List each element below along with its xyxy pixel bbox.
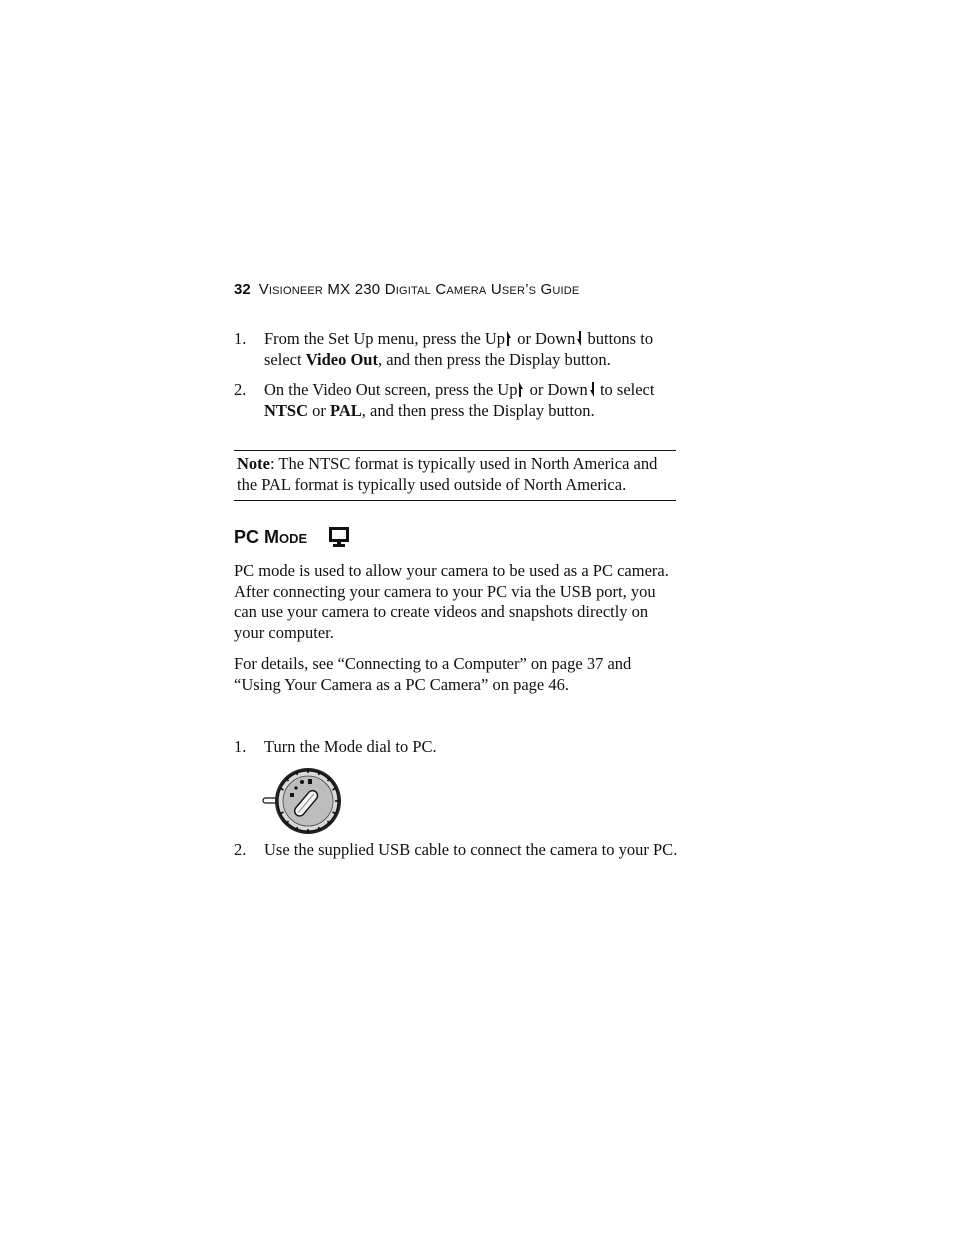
list-item	[234, 329, 679, 371]
note-text	[237, 454, 675, 495]
paragraph: PC mode is used to allow your camera to be used as a PC camera. After connecting your camera to your PC via the USB port, you can use your camera to create videos and snapshots directly on your computer.	[234, 561, 669, 642]
mode-dial-illustration	[262, 766, 344, 838]
down-arrow-icon	[589, 381, 595, 398]
step-text: Use the supplied USB cable to connect the camera to your PC.	[264, 840, 678, 859]
step-text: On the Video Out screen, press the Up or Down to select NTSC or PAL, and then press the Display button.	[264, 380, 655, 420]
guide-title: Visioneer MX 230 Digital Camera User’s Guide	[258, 281, 580, 298]
note-label: Note	[237, 454, 270, 473]
step-number: 1.	[234, 737, 247, 756]
up-arrow-icon	[506, 330, 512, 347]
paragraph: For details, see “Connecting to a Computer” on page 37 and “Using Your Camera as a PC Camera” on page 46.	[234, 654, 632, 694]
up-arrow-icon	[518, 381, 524, 398]
step-text: From the Set Up menu, press the Up or Down buttons to select Video Out, and then press the Display button.	[264, 329, 654, 369]
down-arrow-icon	[576, 330, 582, 347]
list-item	[234, 737, 679, 759]
step-number: 1.	[234, 329, 247, 348]
page-number: 32	[234, 281, 251, 298]
step-number: 2.	[234, 840, 247, 859]
list-item	[234, 840, 694, 862]
running-header	[234, 280, 579, 300]
step-number: 2.	[234, 380, 247, 399]
note-body: : The NTSC format is typically used in North America and the PAL format is typically used outside of North America.	[237, 454, 658, 494]
step-text: Turn the Mode dial to PC.	[264, 737, 437, 756]
section-heading: PC Mode	[234, 527, 308, 547]
list-item	[234, 380, 679, 422]
note-box	[234, 450, 676, 501]
monitor-icon	[328, 526, 350, 548]
